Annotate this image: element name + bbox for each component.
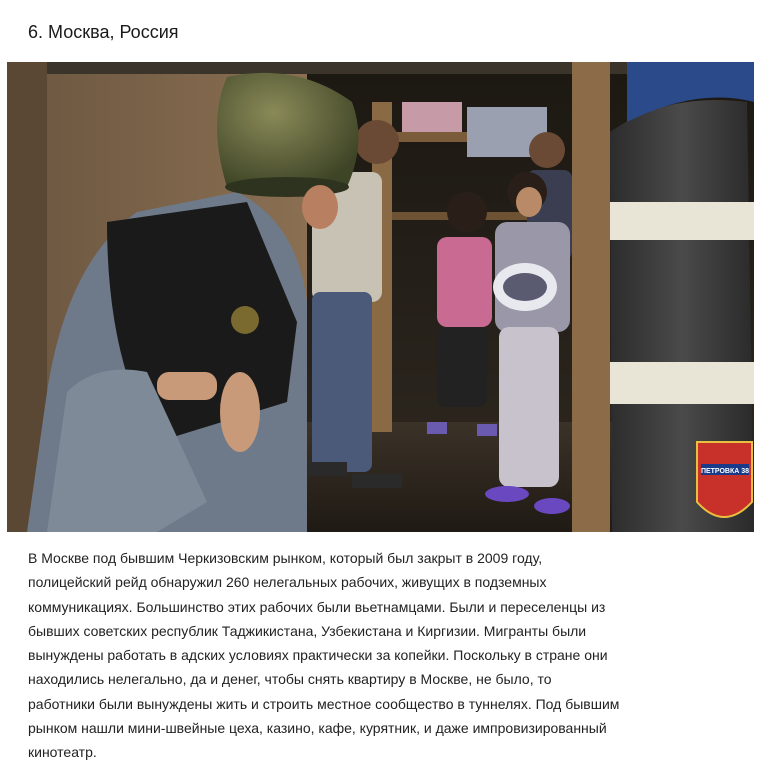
caption-line: полицейский рейд обнаружил 260 нелегальных рабочих, живущих в подземных	[28, 574, 547, 591]
caption-line: работники были вынуждены жить и строить местное сообщество в туннелях. Под бывшим	[28, 695, 620, 712]
caption-line: рынком нашли мини-швейные цеха, казино, кафе, курятник, и даже импровизированный	[28, 720, 607, 737]
caption-line: находились нелегально, да и денег, чтобы снять квартиру в Москве, не было, то	[28, 671, 552, 688]
caption-line: кинотеатр.	[28, 744, 97, 761]
news-photo	[7, 62, 754, 532]
caption-line: бывших советских республик Таджикистана, Узбекистана и Киргизии. Мигранты были	[28, 622, 587, 639]
wooden-post-right	[572, 62, 610, 532]
caption-line: коммуникациях. Большинство этих рабочих были вьетнамцами. Были и переселенцы из	[28, 598, 606, 615]
article-caption	[28, 546, 743, 765]
caption-line: В Москве под бывшим Черкизовским рынком, который был закрыт в 2009 году,	[28, 550, 543, 566]
article-section-heading: 6. Москва, Россия	[28, 22, 179, 42]
photo-illustration	[7, 62, 754, 532]
caption-line: вынуждены работать в адских условиях практически за копейки. Поскольку в стране они	[28, 647, 608, 664]
petrovka-38-badge	[697, 442, 752, 517]
badge-word: ПЕТРОВКА 38	[700, 468, 750, 475]
